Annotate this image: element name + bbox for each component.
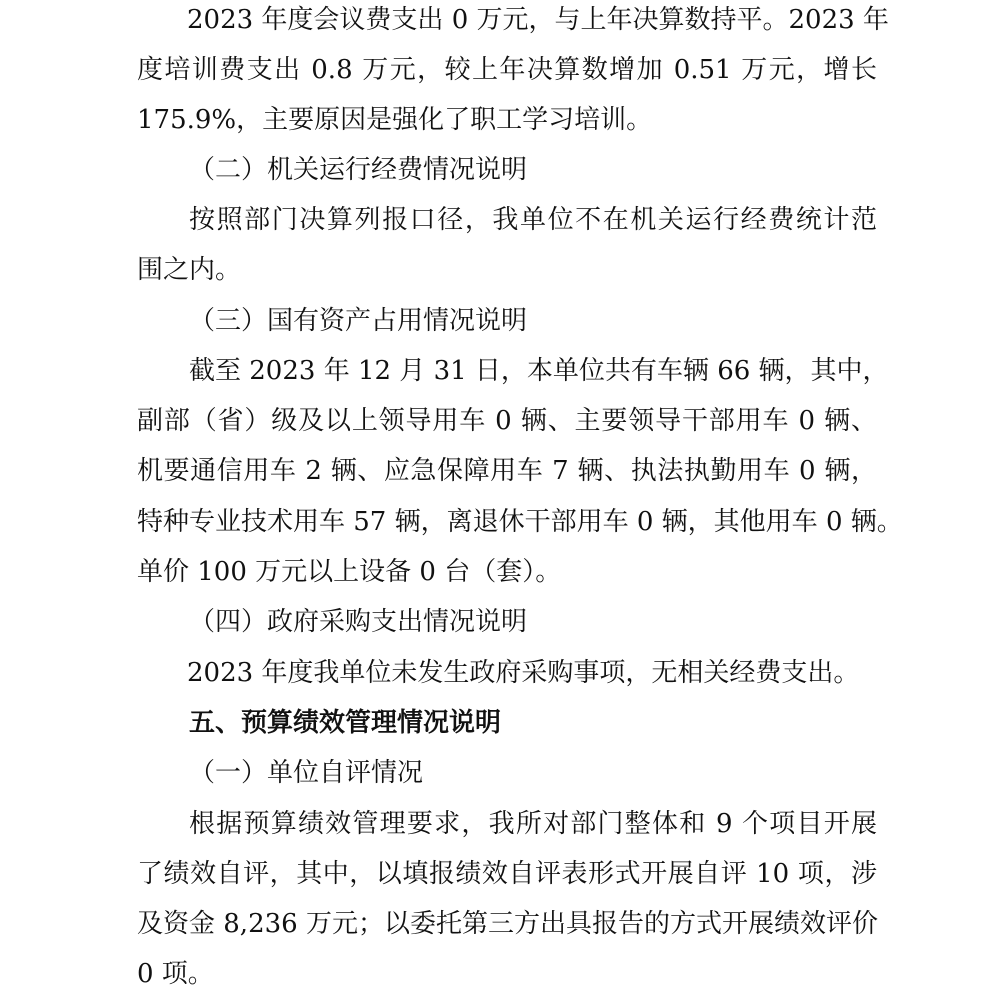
paragraph-line: 围之内。 [137, 255, 242, 285]
paragraph-line: 机要通信用车 2 辆、应急保障用车 7 辆、执法执勤用车 0 辆， [137, 456, 877, 486]
paragraph-line: 了绩效自评，其中，以填报绩效自评表形式开展自评 10 项，涉 [137, 859, 877, 889]
section-heading: （一）单位自评情况 [189, 758, 424, 788]
paragraph-line: 根据预算绩效管理要求，我所对部门整体和 9 个项目开展 [189, 809, 877, 839]
paragraph-line: 副部（省）级及以上领导用车 0 辆、主要领导干部用车 0 辆、 [137, 406, 877, 436]
paragraph-line: 0 项。 [137, 959, 214, 989]
paragraph-line: 截至 2023 年 12 月 31 日，本单位共有车辆 66 辆，其中， [189, 356, 889, 386]
paragraph-line: 175.9%，主要原因是强化了职工学习培训。 [137, 105, 653, 135]
paragraph-line: 及资金 8,236 万元；以委托第三方出具报告的方式开展绩效评价 [137, 909, 878, 939]
paragraph-line: 按照部门决算列报口径，我单位不在机关运行经费统计范 [189, 205, 877, 235]
paragraph-line: 单价 100 万元以上设备 0 台（套）。 [137, 557, 562, 587]
paragraph-line: 特种专业技术用车 57 辆，离退休干部用车 0 辆，其他用车 0 辆。 [137, 507, 903, 537]
paragraph-line: 2023 年度会议费支出 0 万元，与上年决算数持平。2023 年 [187, 5, 889, 35]
paragraph-line: 度培训费支出 0.8 万元，较上年决算数增加 0.51 万元，增长 [137, 55, 877, 85]
paragraph-line: 2023 年度我单位未发生政府采购事项，无相关经费支出。 [187, 658, 860, 688]
section-heading: （三）国有资产占用情况说明 [189, 306, 528, 336]
chapter-heading: 五、预算绩效管理情况说明 [189, 708, 502, 738]
section-heading: （四）政府采购支出情况说明 [189, 607, 528, 637]
section-heading: （二）机关运行经费情况说明 [189, 155, 528, 185]
